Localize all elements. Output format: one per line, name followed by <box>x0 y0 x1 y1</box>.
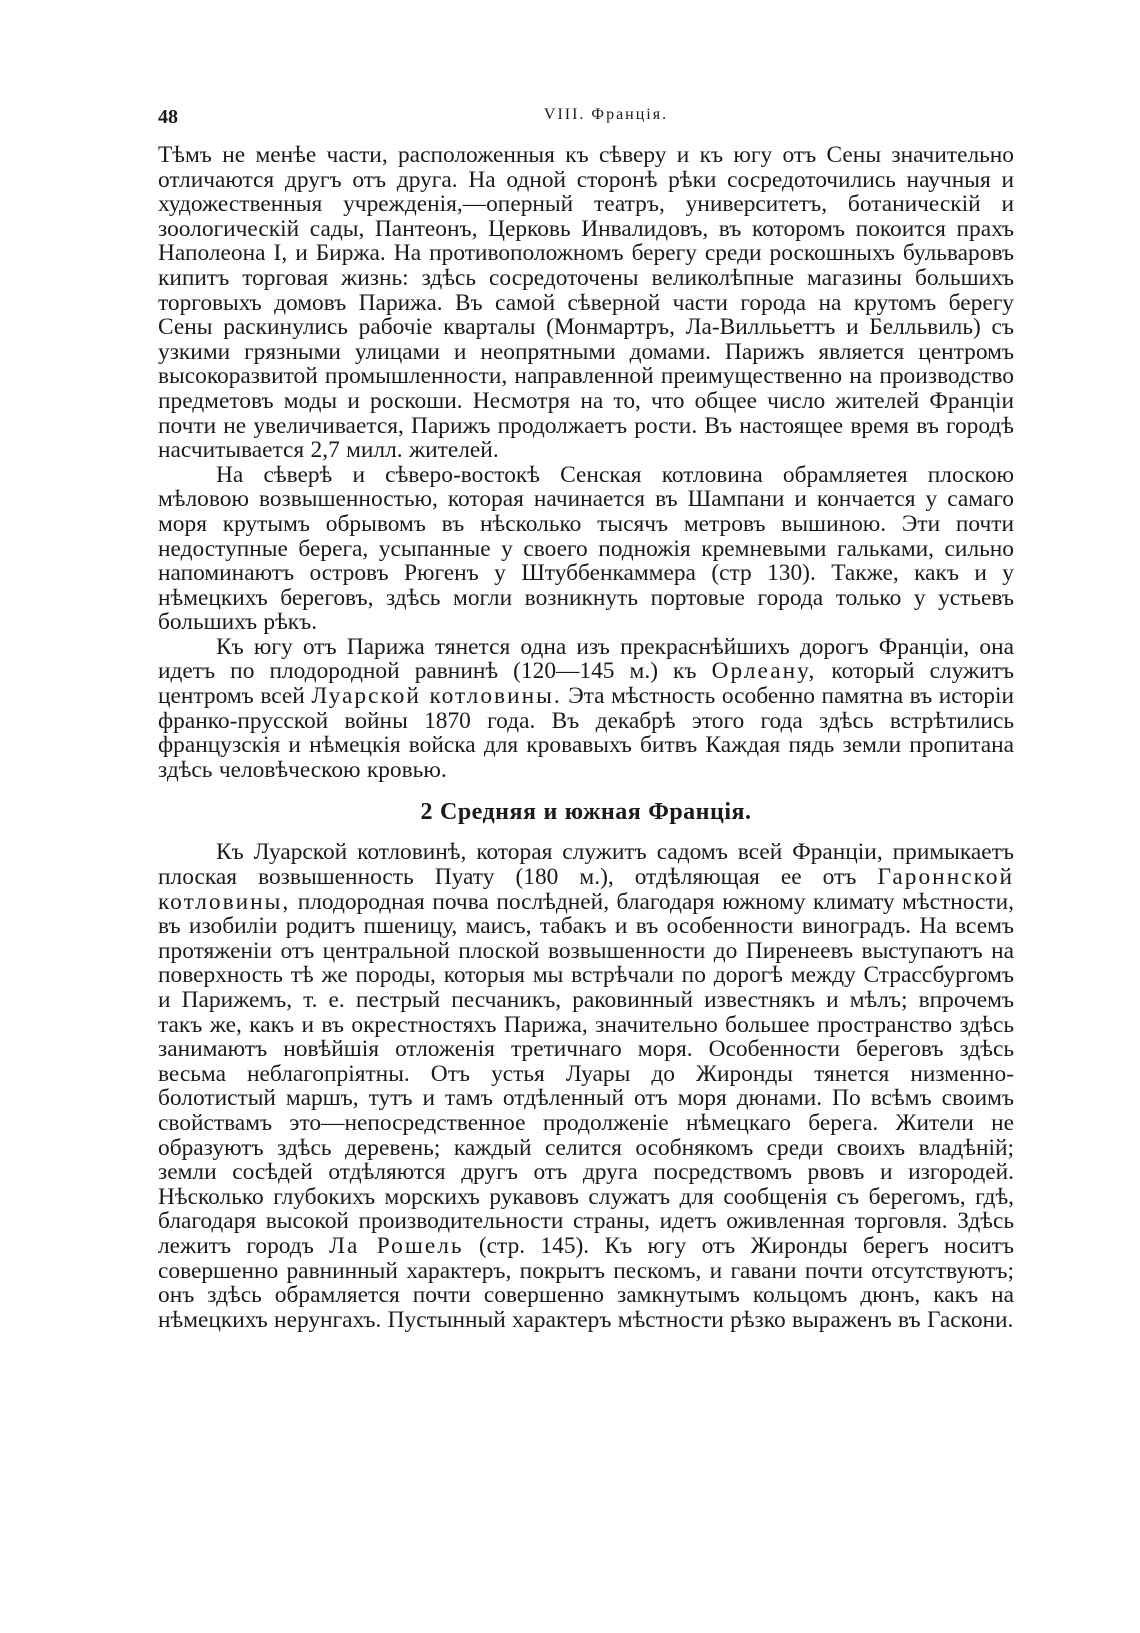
paragraph-text: который служитъ центромъ всей <box>158 658 1015 710</box>
section-heading: 2 Средняя и южная Франція. <box>420 799 752 826</box>
chapter-title: VIII. Франція. <box>543 106 669 123</box>
paragraph-text: плодородная почва послѣдней, благодаря южному климату мѣстности, въ изобиліи родитъ пшеницу, маисъ, табакъ и въ особенности виноградъ. На всемъ протяженіи отъ центральной плоской возвышенности до Пиренеевъ выступаютъ на поверхность тѣ же породы, которыя мы встрѣчали по дорогѣ между Страссбургомъ и Парижемъ, т. е. пестрый песчаникъ, раковинный известнякъ и мѣлъ; впрочемъ такъ же, какъ и въ окрестностяхъ Парижа, значительно большее пространство здѣсь занимаютъ новѣйшія отложенія третичнаго моря. Особенности береговъ здѣсь весьма неблагопріятны. Отъ устья Луары до Жиронды тянется низменно-болотистый маршъ, тутъ и тамъ отдѣленный отъ моря дюнами. По всѣмъ своимъ свойствамъ это—непосредственное продолженіе нѣмецкаго берега. Жители не образуютъ здѣсь деревень; каждый селится особнякомъ среди своихъ владѣній; земли сосѣдей отдѣляются другъ отъ друга посредствомъ рвовъ и изгородей. Нѣсколько глубокихъ морскихъ рукавовъ служатъ для сообщенія съ берегомъ, гдѣ, благодаря высокой производительности страны, идетъ оживленная торговля. Здѣсь лежитъ городъ <box>158 888 1014 1259</box>
place-name-garonne-basin: Гароннской котловины, <box>158 864 1014 915</box>
paragraph-central-southern-france <box>158 840 1014 1332</box>
place-name-loire-basin: Луарской котловины. <box>311 683 562 710</box>
running-head <box>158 106 1014 134</box>
paragraph-text: Къ Луарской котловинѣ, которая служитъ садомъ всей Франціи, примыкаетъ плоская возвышенность Пуату (180 м.), отдѣляющая ее отъ <box>158 839 1014 891</box>
place-name-la-rochelle: Ла Рошель <box>329 1232 464 1259</box>
body-text <box>158 143 1014 1332</box>
paragraph-orleans <box>158 635 1014 783</box>
paragraph-text: (стр. 145). Къ югу отъ Жиронды берегъ носитъ совершенно равнинный характеръ, покрытъ пескомъ, и гавани почти отсутствуютъ; онъ здѣсь обрамляется почти совершенно замкнутымъ кольцомъ дюнъ, какъ на нѣмецкихъ нерунгахъ. Пустынный характеръ мѣстности рѣзко выраженъ въ Гаскони. <box>158 1232 1015 1333</box>
paragraph-text: Эта мѣстность особенно памятна въ исторіи франко-прусской войны 1870 года. Въ декабрѣ этого года здѣсь встрѣтились французскія и нѣмецкія войска для кровавыхъ битвъ Каждая пядь земли пропитана здѣсь человѣческою кровью. <box>158 683 1014 783</box>
page-number: 48 <box>158 106 178 128</box>
paragraph-chalk-plateau: На сѣверѣ и сѣверо-востокѣ Сенская котловина обрамляетея плоскою мѣловою возвышенностью, которая начинается въ Шампани и кончается у самаго моря крутымъ обрывомъ въ нѣсколько тысячъ метровъ вышиною. Эти почти недоступные берега, усыпанные у своего подножія кремневыми гальками, сильно напоминаютъ островъ Рюгенъ у Штуббенкаммера (стр 130). Также, какъ и у нѣмецкихъ береговъ, здѣсь могли возникнуть портовые города только у устьевъ большихъ рѣкъ. <box>158 461 1014 636</box>
paragraph-paris-districts: Тѣмъ не менѣе части, расположенныя къ сѣверу и къ югу отъ Сены значительно отличаются другъ отъ друга. На одной сторонѣ рѣки сосредоточились научныя и художественныя учрежденія,—оперный театръ, университетъ, ботаническій и зоологическій сады, Пантеонъ, Церковь Инвалидовъ, въ которомъ покоится прахъ Наполеона I, и Биржа. На противоположномъ берегу среди роскошныхъ бульваровъ кипитъ торговая жизнь: здѣсь сосредоточены великолѣпные магазины большихъ торговыхъ домовъ Парижа. Въ самой сѣверной части города на крутомъ берегу Сены раскинулись рабочіе кварталы (Монмартръ, Ла-Виллььеттъ и Белльвиль) съ узкими грязными улицами и неопрятными домами. Парижъ является центромъ высокоразвитой промышленности, направленной преимущественно на производство предметовъ моды и роскоши. Несмотря на то, что общее число жителей Франціи почти не увеличивается, Парижъ продолжаетъ рости. Въ настоящее время въ городѣ насчитывается 2,7 милл. жителей. <box>158 142 1014 464</box>
place-name-orleans: Орлеану, <box>711 658 817 685</box>
paragraph-text: Къ югу отъ Парижа тянется одна изъ прекраснѣйшихъ дорогъ Франціи, она идетъ по плодородной равнинѣ (120—145 м.) къ <box>158 633 1014 685</box>
